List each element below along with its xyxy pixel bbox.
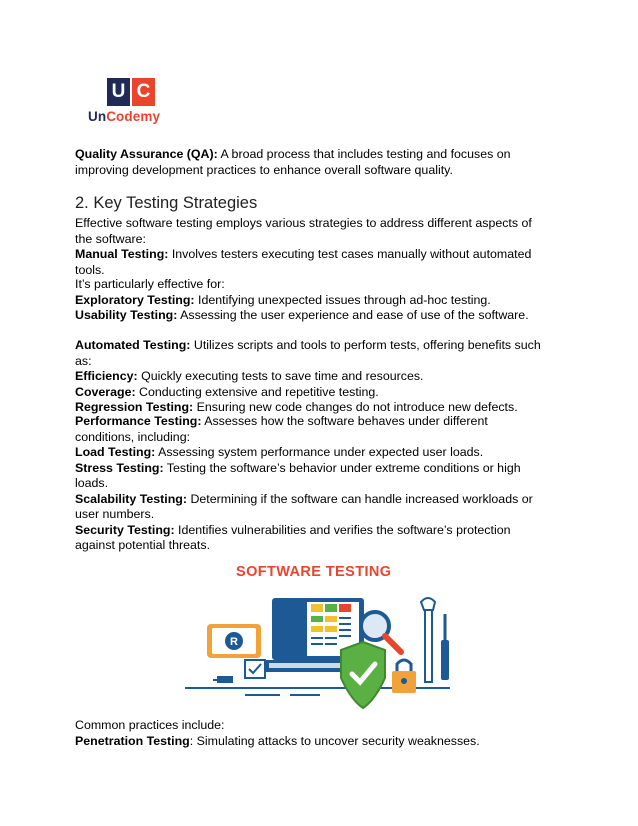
software-testing-illustration — [185, 560, 455, 710]
intro-text: Effective software testing employs various strategies to address different aspects of the software: — [75, 216, 532, 246]
uncodemy-logo — [88, 78, 161, 126]
regression-desc: Ensuring new code changes do not introduce new defects. — [193, 400, 518, 414]
scalability-desc: Determining if the software can handle increased workloads or user numbers. — [75, 491, 533, 521]
effective-block — [75, 277, 545, 324]
intro-block — [75, 216, 545, 278]
performance-term: Performance Testing: — [75, 414, 202, 428]
padlock-icon — [392, 660, 416, 693]
efficiency-desc: Quickly executing tests to save time and resources. — [137, 369, 424, 383]
figure-title: SOFTWARE TESTING — [236, 564, 392, 580]
logo-wordmark-part1: Un — [88, 109, 107, 124]
exploratory-desc: Identifying unexpected issues through ad-hoc testing. — [194, 292, 491, 307]
logo-wordmark — [88, 109, 161, 124]
load-desc: Assessing system performance under expected user loads. — [155, 445, 484, 459]
efficiency-term: Efficiency: — [75, 369, 138, 383]
usb-icon — [217, 676, 233, 683]
wrench-icon — [421, 598, 435, 682]
penetration-desc: : Simulating attacks to uncover security weaknesses. — [189, 733, 480, 748]
qa-term: Quality Assurance (QA): — [75, 147, 218, 161]
penetration-term: Penetration Testing — [75, 733, 190, 748]
manual-term: Manual Testing: — [75, 247, 169, 261]
load-term: Load Testing: — [75, 445, 156, 459]
qa-desc: A broad process that includes testing and focuses on improving development practices to enhance overall software quality. — [75, 147, 511, 177]
common-block — [75, 718, 545, 749]
exploratory-term: Exploratory Testing: — [75, 292, 195, 307]
phone-icon — [207, 624, 261, 658]
performance-desc: Assesses how the software behaves under different conditions, including: — [75, 414, 488, 444]
usability-term: Usability Testing: — [75, 308, 178, 322]
automated-term: Automated Testing: — [75, 338, 191, 352]
coverage-term: Coverage: — [75, 384, 136, 399]
logo-wordmark-part2: Codemy — [106, 109, 161, 124]
stress-desc: Testing the software’s behavior under extreme conditions or high loads. — [75, 460, 521, 490]
logo-letter-u: U — [107, 78, 130, 106]
automated-block — [75, 338, 545, 416]
manual-desc: Involves testers executing test cases manually without automated tools. — [75, 247, 532, 277]
automated-desc: Utilizes scripts and tools to perform tests, offering benefits such as: — [75, 338, 541, 368]
scalability-term: Scalability Testing: — [75, 491, 187, 506]
stress-term: Stress Testing: — [75, 460, 164, 475]
qa-paragraph — [75, 147, 545, 178]
common-text: Common practices include: — [75, 718, 225, 732]
checklist-icon — [245, 660, 265, 678]
security-desc: Identifies vulnerabilities and verifies the software’s protection against potential threats. — [75, 522, 511, 552]
shield-icon — [341, 642, 385, 708]
usability-desc: Assessing the user experience and ease of use of the software. — [177, 308, 529, 322]
phone-glyph: R — [230, 636, 238, 648]
logo-mark — [101, 78, 161, 106]
screwdriver-icon — [441, 614, 449, 680]
performance-block — [75, 414, 545, 554]
logo-letter-c: C — [132, 78, 155, 106]
effective-for-text: It’s particularly effective for: — [75, 277, 225, 291]
coverage-desc: Conducting extensive and repetitive testing. — [135, 384, 379, 399]
regression-term: Regression Testing: — [75, 400, 194, 414]
security-term: Security Testing: — [75, 522, 175, 537]
section-heading: 2. Key Testing Strategies — [75, 194, 258, 212]
